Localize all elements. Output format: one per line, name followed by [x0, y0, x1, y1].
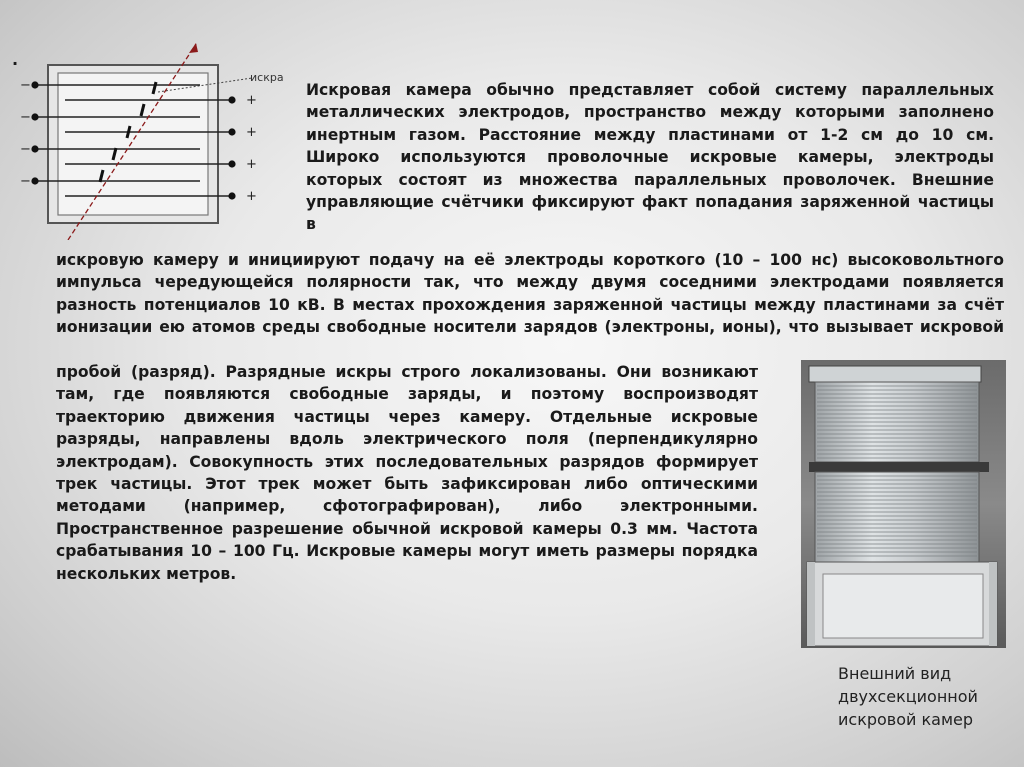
bullet-dot: .	[12, 50, 19, 69]
spark-label: искра	[250, 71, 284, 84]
plus-sign: +	[246, 125, 257, 140]
paragraph-principle: искровую камеру и инициируют подачу на её электроды короткого (10 – 100 нс) высоковольтного импульса чередующейся полярности так, что между двумя соседними электродами появляется разность потенциалов 10 кВ. В местах прохождения заряженной частицы между пластинами за счёт ионизации ею атомов среды свободные носители зарядов (электроны, ионы), что вызывает искровой	[56, 251, 1004, 337]
spark-chamber-diagram	[20, 40, 300, 240]
electrode-terminal	[31, 145, 38, 152]
electrode-terminal	[228, 192, 235, 199]
chamber-inner-frame	[58, 73, 208, 215]
electrode-terminal	[31, 81, 38, 88]
electrode-terminal	[31, 177, 38, 184]
electrode-terminal	[228, 128, 235, 135]
caption-line: двухсекционной	[838, 687, 978, 706]
paragraph-discharge: пробой (разряд). Разрядные искры строго локализованы. Они возникают там, где появляются свободные заряды, и поэтому воспроизводят траекторию движения частицы через камеру. Отдельные искровые разряды, направлены вдоль электрического поля (перпендикулярно электродам). Совокупность этих последовательных разрядов формирует трек частицы. Этот трек может быть зафиксирован либо оптическими методами (например, сфотографирован), либо электронными. Пространственное разрешение обычной искровой камеры 0.3 мм. Частота срабатывания 10 – 100 Гц. Искровые камеры могут иметь размеры порядка нескольких метров.	[56, 363, 758, 583]
electrode-terminal	[31, 113, 38, 120]
lower-plates	[817, 476, 977, 556]
electrode-terminal	[228, 160, 235, 167]
photo-caption	[838, 662, 1008, 731]
track-arrowhead	[189, 43, 198, 53]
electrode-terminal	[228, 96, 235, 103]
plus-sign: +	[246, 157, 257, 172]
minus-sign: −	[20, 78, 31, 93]
paragraph-intro: Искровая камера обычно представляет собой систему параллельных металлических электродов, пространство между которыми заполнено инертным газом. Расстояние между пластинами от 1-2 см до 10 см. Широко используются проволочные искровые камеры, электроды которых состоят из множества параллельных проволочек. Внешние управляющие счётчики фиксируют факт попадания заряженной частицы в	[306, 81, 994, 234]
plus-sign: +	[246, 93, 257, 108]
minus-sign: −	[20, 174, 31, 189]
plus-sign: +	[246, 189, 257, 204]
minus-sign: −	[20, 110, 31, 125]
minus-sign: −	[20, 142, 31, 157]
spark-chamber-photo	[801, 360, 1006, 648]
caption-line: Внешний вид	[838, 664, 952, 683]
caption-line: искровой камер	[838, 710, 974, 729]
